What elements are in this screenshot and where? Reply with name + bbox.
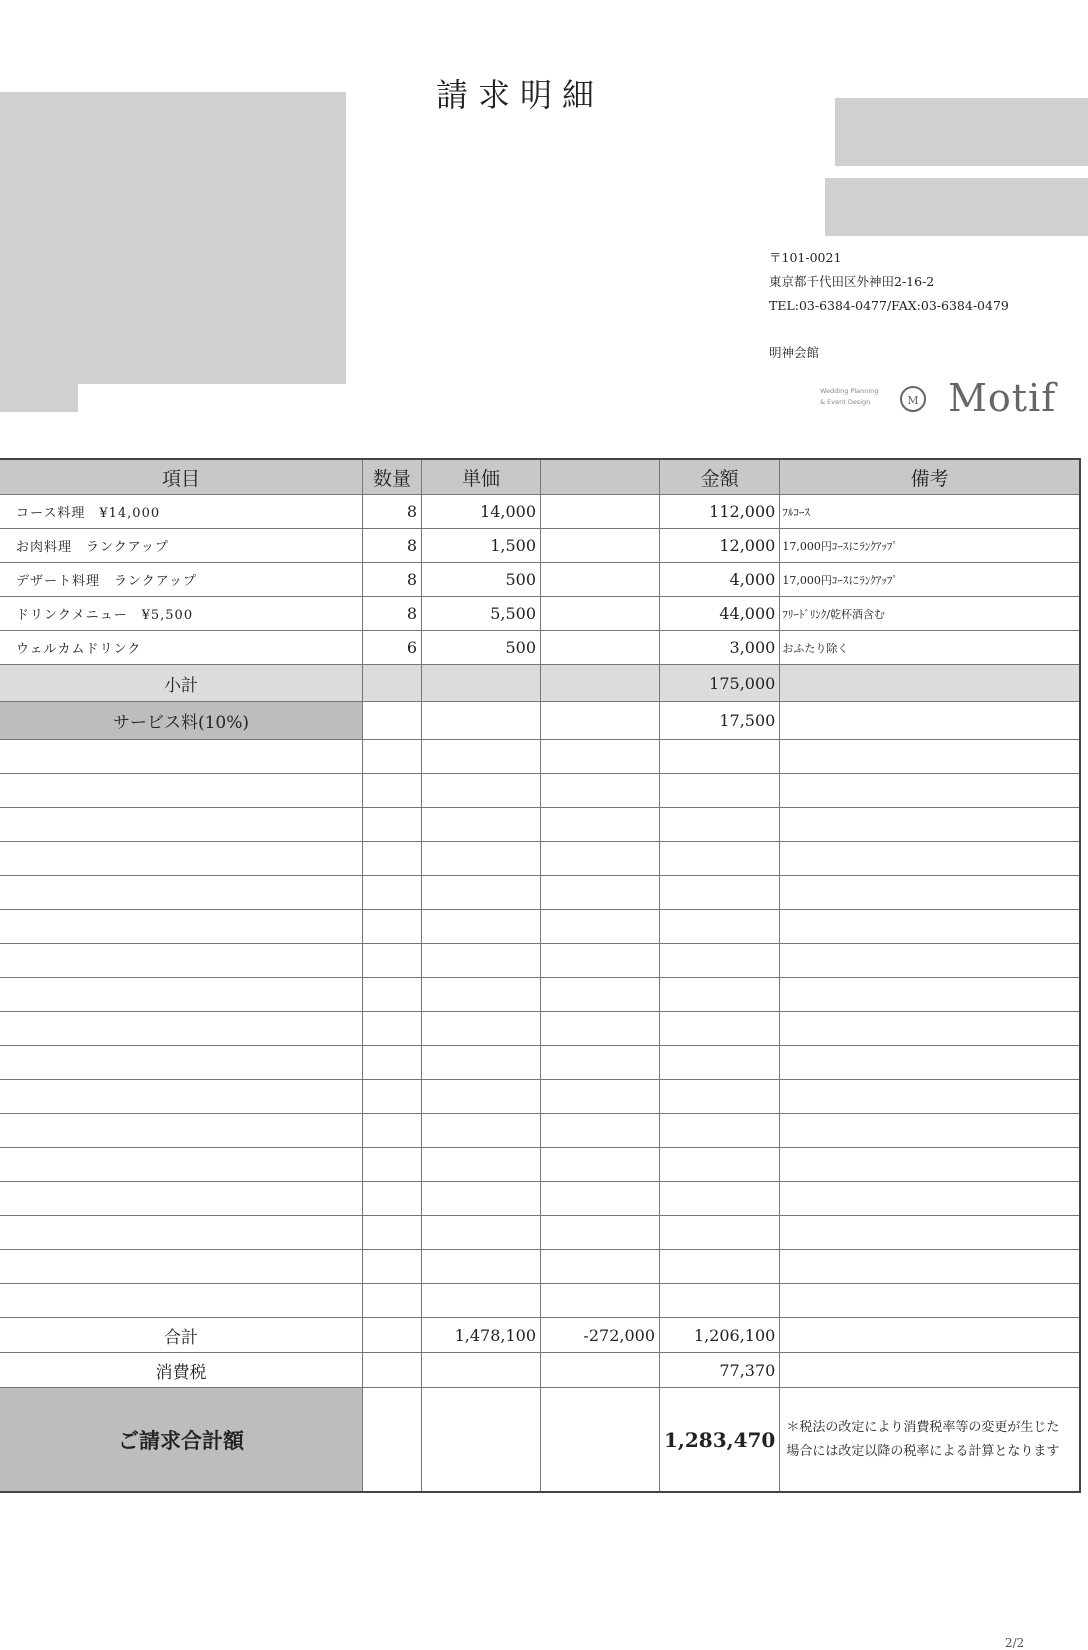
sender-postal-code: 〒101-0021 bbox=[769, 250, 842, 265]
logo-monogram-icon: M bbox=[900, 386, 926, 412]
empty-cell bbox=[0, 978, 363, 1012]
subtotal-label: 小計 bbox=[0, 665, 363, 702]
empty-cell bbox=[422, 1250, 541, 1284]
empty-cell bbox=[422, 876, 541, 910]
empty-cell bbox=[541, 1216, 660, 1250]
empty-cell bbox=[660, 808, 780, 842]
item-blank bbox=[541, 563, 660, 597]
venue-name: 明神会館 bbox=[769, 345, 820, 360]
item-quantity: 8 bbox=[363, 597, 422, 631]
empty-cell bbox=[422, 944, 541, 978]
empty-cell bbox=[660, 1114, 780, 1148]
empty-cell bbox=[422, 774, 541, 808]
item-name: お肉料理 ランクアップ bbox=[0, 529, 363, 563]
item-remarks: 17,000円ｺｰｽにﾗﾝｸｱｯﾌﾟ bbox=[780, 529, 1080, 563]
empty-cell bbox=[780, 1182, 1080, 1216]
header-blank bbox=[541, 459, 660, 495]
empty-row bbox=[0, 1216, 1080, 1250]
invoice-table bbox=[0, 458, 1081, 1493]
table-row bbox=[0, 597, 1080, 631]
empty-cell bbox=[660, 842, 780, 876]
empty-cell bbox=[660, 740, 780, 774]
empty-cell bbox=[660, 1216, 780, 1250]
item-blank bbox=[541, 597, 660, 631]
item-amount: 112,000 bbox=[660, 495, 780, 529]
service-charge-label: サービス料(10%) bbox=[0, 702, 363, 740]
empty-cell bbox=[660, 876, 780, 910]
empty-cell bbox=[541, 1012, 660, 1046]
empty-cell bbox=[0, 740, 363, 774]
empty-cell bbox=[660, 1182, 780, 1216]
empty-cell bbox=[363, 1284, 422, 1318]
item-name: コース料理 ¥14,000 bbox=[0, 495, 363, 529]
item-quantity: 8 bbox=[363, 495, 422, 529]
empty-cell bbox=[0, 1216, 363, 1250]
tax-row bbox=[0, 1353, 1080, 1388]
empty-cell bbox=[0, 774, 363, 808]
empty-cell bbox=[422, 1284, 541, 1318]
empty-cell bbox=[660, 1012, 780, 1046]
item-amount: 44,000 bbox=[660, 597, 780, 631]
empty-cell bbox=[541, 1250, 660, 1284]
tax-label: 消費税 bbox=[0, 1353, 363, 1388]
empty-cell bbox=[0, 876, 363, 910]
item-unit-price: 500 bbox=[422, 631, 541, 665]
item-blank bbox=[541, 495, 660, 529]
empty-cell bbox=[541, 1148, 660, 1182]
empty-cell bbox=[780, 740, 1080, 774]
table-header-row bbox=[0, 459, 1080, 495]
item-amount: 12,000 bbox=[660, 529, 780, 563]
sender-address-block bbox=[769, 246, 1009, 318]
empty-row bbox=[0, 978, 1080, 1012]
empty-cell bbox=[422, 1148, 541, 1182]
header-quantity: 数量 bbox=[363, 459, 422, 495]
empty-cell bbox=[541, 1080, 660, 1114]
empty-cell bbox=[541, 978, 660, 1012]
empty-cell bbox=[541, 910, 660, 944]
header-amount: 金額 bbox=[660, 459, 780, 495]
grand-total-amount: 1,283,470 bbox=[660, 1388, 780, 1493]
empty-row bbox=[0, 1046, 1080, 1080]
empty-cell bbox=[541, 808, 660, 842]
redacted-sender-block-1 bbox=[835, 98, 1088, 166]
empty-row bbox=[0, 1148, 1080, 1182]
empty-cell bbox=[422, 1012, 541, 1046]
empty-cell bbox=[780, 1114, 1080, 1148]
service-charge-amount: 17,500 bbox=[660, 702, 780, 740]
table-row bbox=[0, 529, 1080, 563]
empty-cell bbox=[363, 1114, 422, 1148]
empty-row bbox=[0, 1182, 1080, 1216]
redacted-recipient-block-tail bbox=[0, 380, 78, 412]
empty-cell bbox=[541, 944, 660, 978]
empty-cell bbox=[541, 1182, 660, 1216]
empty-cell bbox=[660, 1046, 780, 1080]
empty-cell bbox=[0, 1114, 363, 1148]
empty-cell bbox=[780, 1012, 1080, 1046]
empty-cell bbox=[780, 910, 1080, 944]
empty-cell bbox=[541, 842, 660, 876]
logo-wordmark: Motif bbox=[948, 376, 1057, 420]
empty-cell bbox=[0, 842, 363, 876]
empty-cell bbox=[541, 1046, 660, 1080]
table-row bbox=[0, 631, 1080, 665]
table-row bbox=[0, 495, 1080, 529]
empty-cell bbox=[541, 774, 660, 808]
empty-cell bbox=[422, 1046, 541, 1080]
empty-cell bbox=[0, 910, 363, 944]
empty-cell bbox=[780, 1216, 1080, 1250]
empty-cell bbox=[422, 1080, 541, 1114]
tax-amount: 77,370 bbox=[660, 1353, 780, 1388]
redacted-sender-block-2 bbox=[825, 178, 1088, 236]
empty-cell bbox=[0, 1284, 363, 1318]
empty-cell bbox=[660, 774, 780, 808]
item-name: デザート料理 ランクアップ bbox=[0, 563, 363, 597]
empty-cell bbox=[780, 1250, 1080, 1284]
empty-cell bbox=[660, 1080, 780, 1114]
empty-cell bbox=[660, 910, 780, 944]
motif-logo bbox=[820, 376, 1060, 426]
total-row bbox=[0, 1318, 1080, 1353]
empty-cell bbox=[780, 1148, 1080, 1182]
empty-cell bbox=[780, 1080, 1080, 1114]
empty-row bbox=[0, 774, 1080, 808]
header-remarks: 備考 bbox=[780, 459, 1080, 495]
empty-cell bbox=[363, 944, 422, 978]
empty-cell bbox=[363, 774, 422, 808]
total-amount: 1,206,100 bbox=[660, 1318, 780, 1353]
sender-address: 東京都千代田区外神田2-16-2 bbox=[769, 274, 935, 289]
empty-cell bbox=[780, 1046, 1080, 1080]
empty-cell bbox=[0, 1080, 363, 1114]
empty-cell bbox=[0, 1250, 363, 1284]
item-unit-price: 14,000 bbox=[422, 495, 541, 529]
empty-cell bbox=[363, 1250, 422, 1284]
empty-cell bbox=[363, 1148, 422, 1182]
empty-cell bbox=[0, 1012, 363, 1046]
empty-row bbox=[0, 1250, 1080, 1284]
item-blank bbox=[541, 529, 660, 563]
empty-cell bbox=[780, 1284, 1080, 1318]
item-remarks: 17,000円ｺｰｽにﾗﾝｸｱｯﾌﾟ bbox=[780, 563, 1080, 597]
empty-row bbox=[0, 1080, 1080, 1114]
empty-cell bbox=[660, 1250, 780, 1284]
empty-cell bbox=[422, 1114, 541, 1148]
empty-cell bbox=[363, 1216, 422, 1250]
document-title: 請求明細 bbox=[435, 76, 604, 114]
empty-cell bbox=[0, 808, 363, 842]
header-item: 項目 bbox=[0, 459, 363, 495]
empty-cell bbox=[0, 1046, 363, 1080]
grand-total-row bbox=[0, 1388, 1080, 1493]
empty-cell bbox=[422, 1216, 541, 1250]
item-name: ウェルカムドリンク bbox=[0, 631, 363, 665]
empty-cell bbox=[780, 978, 1080, 1012]
subtotal-row bbox=[0, 665, 1080, 702]
empty-row bbox=[0, 910, 1080, 944]
empty-cell bbox=[422, 740, 541, 774]
sender-tel-fax: TEL:03-6384-0477/FAX:03-6384-0479 bbox=[769, 298, 1009, 313]
empty-cell bbox=[660, 978, 780, 1012]
empty-row bbox=[0, 842, 1080, 876]
empty-cell bbox=[363, 910, 422, 944]
empty-cell bbox=[0, 944, 363, 978]
empty-cell bbox=[541, 740, 660, 774]
item-remarks: おふたり除く bbox=[780, 631, 1080, 665]
total-label: 合計 bbox=[0, 1318, 363, 1353]
table-row bbox=[0, 563, 1080, 597]
empty-cell bbox=[363, 978, 422, 1012]
empty-cell bbox=[541, 1114, 660, 1148]
item-remarks: ﾌﾘｰﾄﾞﾘﾝｸ/乾杯酒含む bbox=[780, 597, 1080, 631]
total-discount: -272,000 bbox=[541, 1318, 660, 1353]
empty-row bbox=[0, 808, 1080, 842]
empty-cell bbox=[780, 944, 1080, 978]
empty-row bbox=[0, 1114, 1080, 1148]
empty-cell bbox=[363, 1046, 422, 1080]
item-quantity: 6 bbox=[363, 631, 422, 665]
empty-cell bbox=[780, 876, 1080, 910]
grand-total-label: ご請求合計額 bbox=[0, 1388, 363, 1493]
item-amount: 4,000 bbox=[660, 563, 780, 597]
subtotal-amount: 175,000 bbox=[660, 665, 780, 702]
empty-row bbox=[0, 1284, 1080, 1318]
empty-row bbox=[0, 1012, 1080, 1046]
empty-cell bbox=[660, 944, 780, 978]
empty-cell bbox=[422, 842, 541, 876]
empty-row bbox=[0, 876, 1080, 910]
item-quantity: 8 bbox=[363, 563, 422, 597]
empty-cell bbox=[363, 1080, 422, 1114]
item-unit-price: 500 bbox=[422, 563, 541, 597]
empty-cell bbox=[660, 1284, 780, 1318]
empty-cell bbox=[660, 1148, 780, 1182]
empty-cell bbox=[0, 1148, 363, 1182]
item-unit-price: 1,500 bbox=[422, 529, 541, 563]
empty-cell bbox=[780, 774, 1080, 808]
empty-cell bbox=[363, 740, 422, 774]
empty-cell bbox=[363, 842, 422, 876]
empty-cell bbox=[363, 1182, 422, 1216]
empty-row bbox=[0, 740, 1080, 774]
empty-cell bbox=[422, 1182, 541, 1216]
item-remarks: ﾌﾙｺｰｽ bbox=[780, 495, 1080, 529]
empty-cell bbox=[422, 910, 541, 944]
empty-cell bbox=[780, 842, 1080, 876]
empty-cell bbox=[780, 808, 1080, 842]
empty-cell bbox=[541, 876, 660, 910]
total-gross: 1,478,100 bbox=[422, 1318, 541, 1353]
item-blank bbox=[541, 631, 660, 665]
empty-row bbox=[0, 944, 1080, 978]
empty-cell bbox=[363, 808, 422, 842]
item-name: ドリンクメニュー ¥5,500 bbox=[0, 597, 363, 631]
empty-cell bbox=[0, 1182, 363, 1216]
item-quantity: 8 bbox=[363, 529, 422, 563]
empty-cell bbox=[363, 876, 422, 910]
service-charge-row bbox=[0, 702, 1080, 740]
page-number: 2/2 bbox=[1005, 1636, 1025, 1650]
item-unit-price: 5,500 bbox=[422, 597, 541, 631]
header-unit-price: 単価 bbox=[422, 459, 541, 495]
empty-cell bbox=[541, 1284, 660, 1318]
empty-cell bbox=[363, 1012, 422, 1046]
empty-cell bbox=[422, 808, 541, 842]
redacted-recipient-block bbox=[0, 92, 346, 384]
item-amount: 3,000 bbox=[660, 631, 780, 665]
empty-cell bbox=[422, 978, 541, 1012]
tax-change-note: ＊税法の改定により消費税率等の変更が生じた 場合には改定以降の税率による計算となります bbox=[780, 1388, 1080, 1493]
logo-tagline: Wedding Planning & Event Design bbox=[820, 387, 879, 406]
